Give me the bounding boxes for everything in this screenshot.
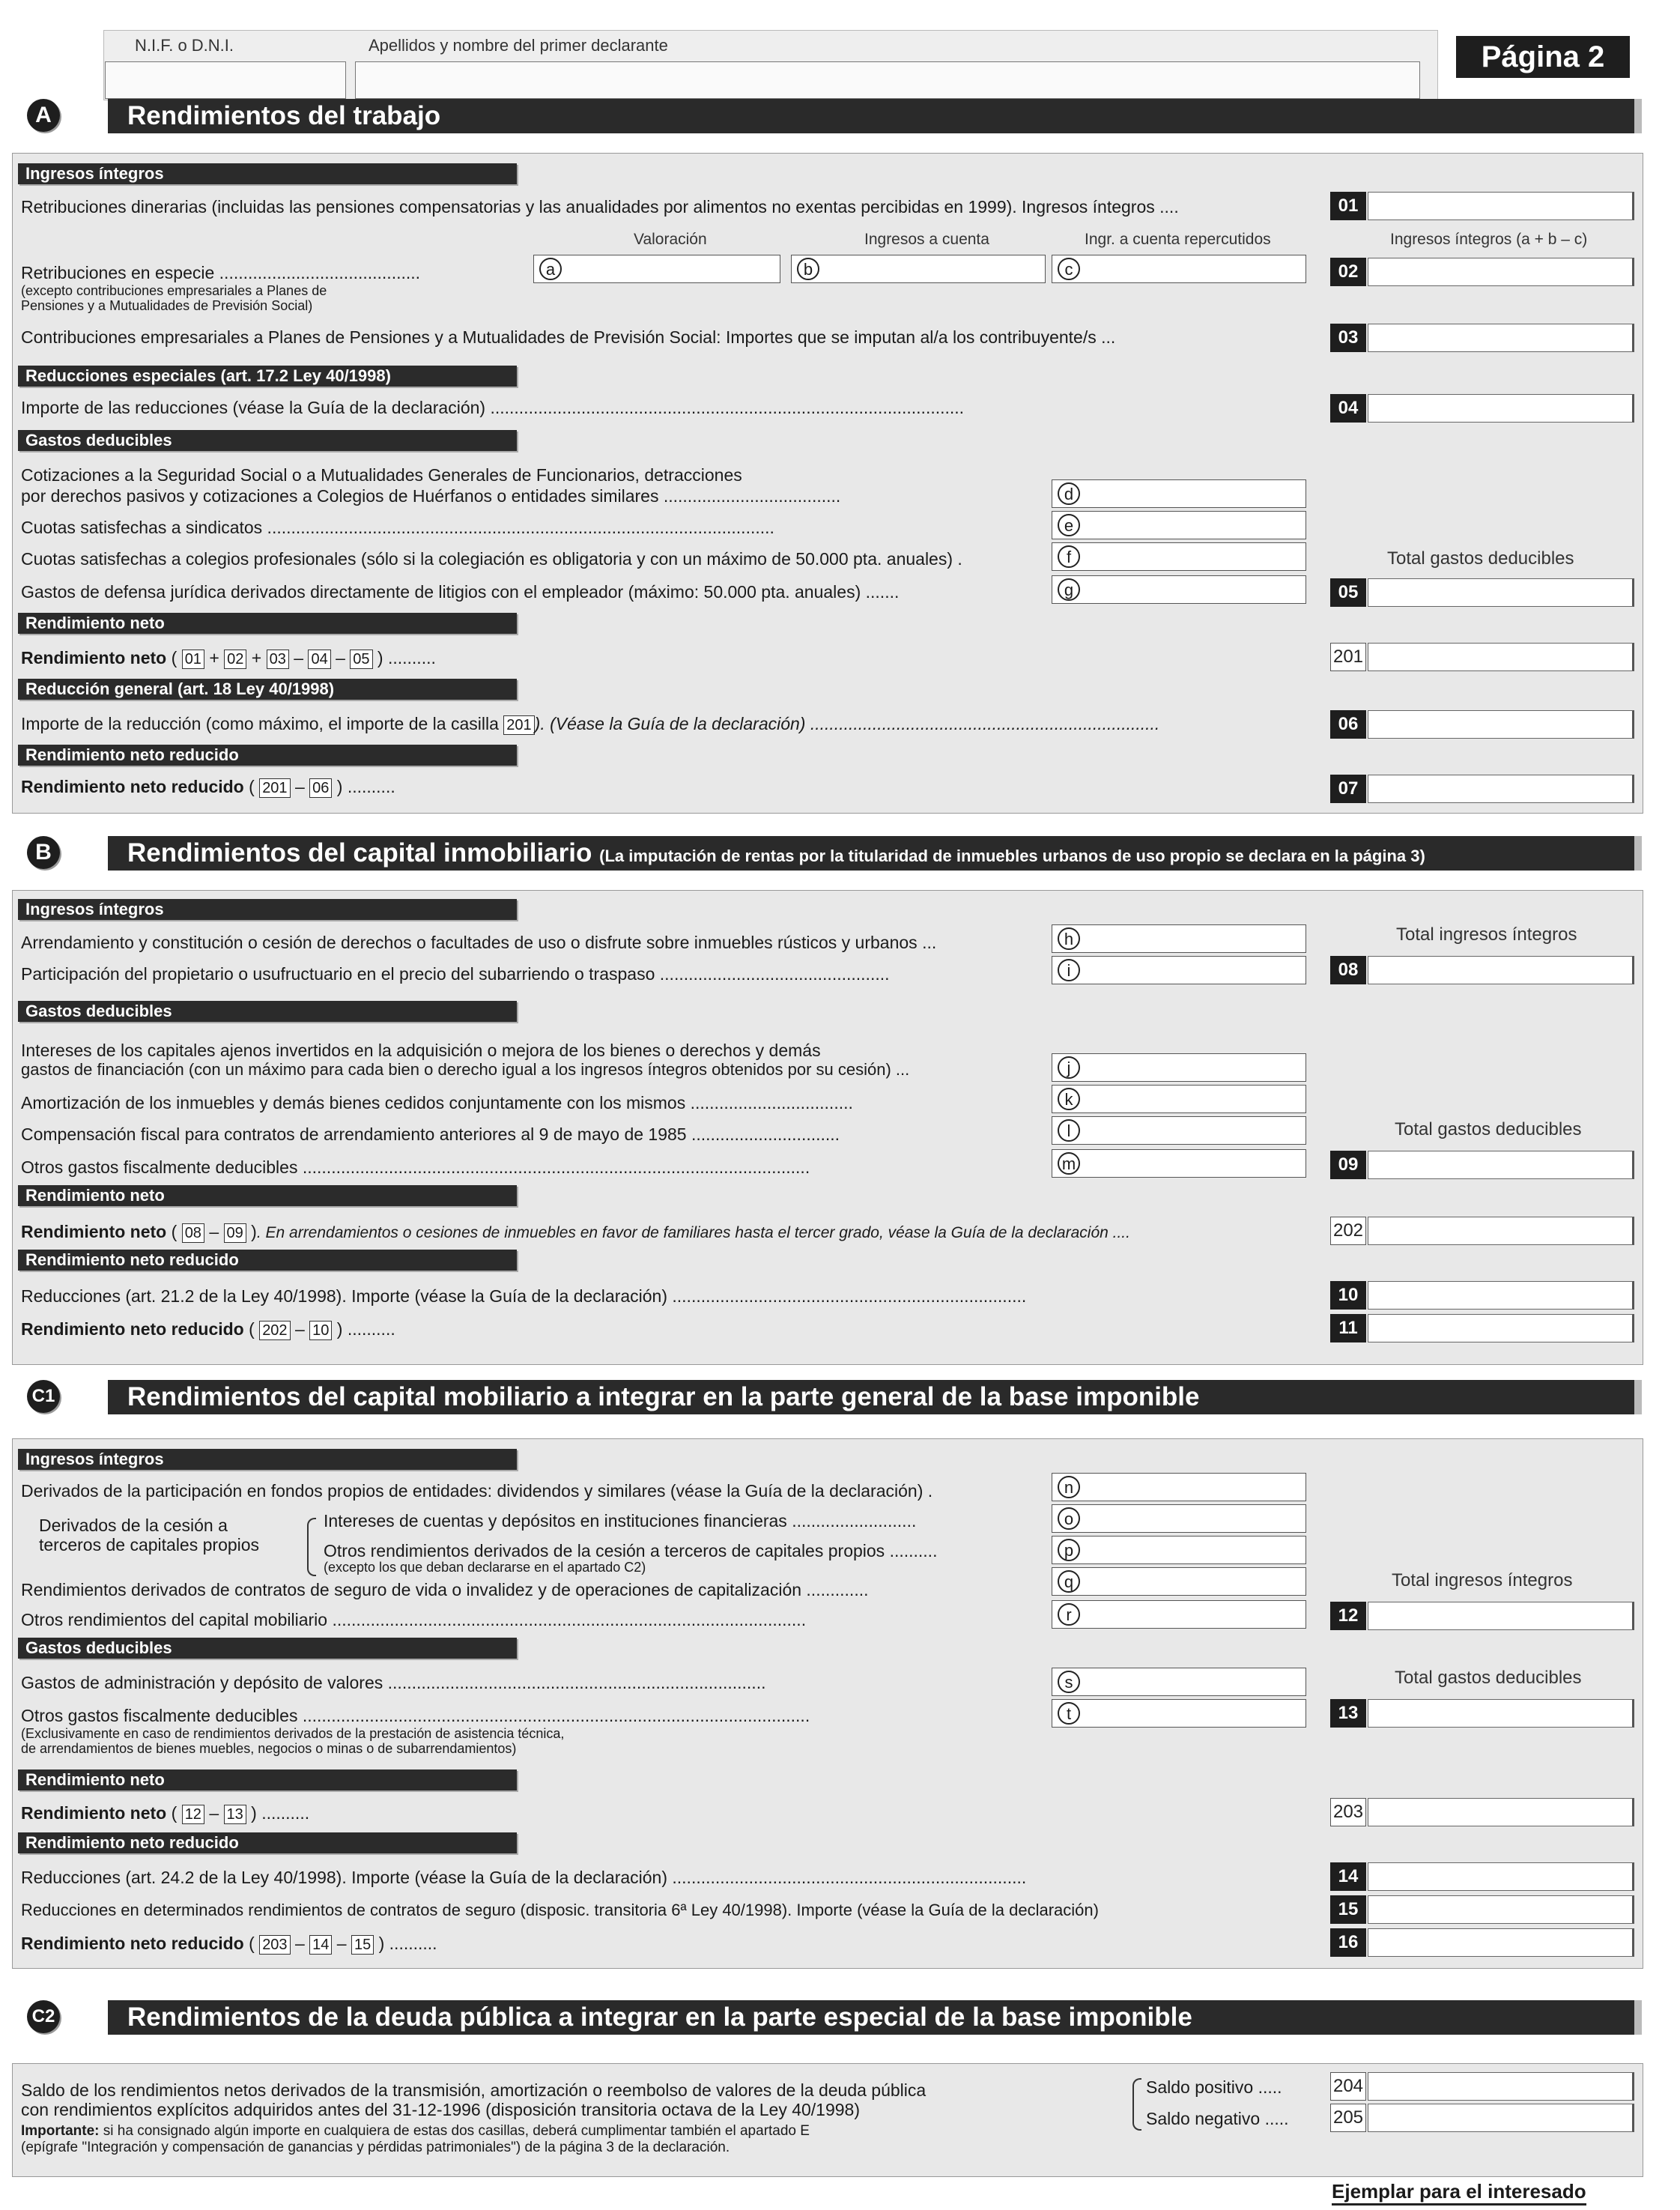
c2-importante-1	[21, 2123, 810, 2140]
field-f[interactable]	[1052, 542, 1306, 571]
code-06: 06	[1330, 710, 1366, 739]
field-15[interactable]	[1368, 1895, 1634, 1924]
ref-14: 14	[309, 1935, 332, 1955]
nif-field[interactable]	[105, 61, 346, 99]
code-08: 08	[1330, 956, 1366, 984]
code-09: 09	[1330, 1151, 1366, 1179]
circle-i: i	[1058, 959, 1080, 981]
total-gastos-label-a: Total gastos deducibles	[1387, 548, 1574, 569]
field-09[interactable]	[1368, 1151, 1634, 1179]
line-e: Cuotas satisfechas a sindicatos ..........................................................................................................	[21, 518, 774, 537]
c2-line1: Saldo de los rendimientos netos derivados de la transmisión, amortización o reembolso de valores de la deuda pública	[21, 2080, 927, 2100]
subheader-reduccion-general: Reducción general (art. 18 Ley 40/1998)	[18, 679, 517, 700]
circle-o: o	[1058, 1507, 1080, 1530]
line-i: Participación del propietario o usufructuario en el precio del subarriendo o traspaso ................................................	[21, 964, 890, 984]
line-n: Derivados de la participación en fondos propios de entidades: dividendos y similares (véase la Guía de la declaración) .	[21, 1481, 933, 1501]
field-s[interactable]	[1052, 1668, 1306, 1696]
line-t-note2: de arrendamientos de bienes muebles, negocios o minas o de subarrendamientos)	[21, 1741, 517, 1756]
code-01: 01	[1330, 192, 1366, 220]
code-11: 11	[1330, 1314, 1366, 1342]
col-ingr-repercutidos: Ingr. a cuenta repercutidos	[1085, 231, 1271, 248]
ref-201: 201	[503, 715, 534, 735]
circle-p: p	[1058, 1539, 1080, 1561]
line-14: Reducciones (art. 24.2 de la Ley 40/1998). Importe (véase la Guía de la declaración) ..........................................................................	[21, 1868, 1027, 1887]
c2-bracket	[1132, 2078, 1141, 2131]
line-202-label: Rendimiento neto	[21, 1222, 167, 1241]
circle-s: s	[1058, 1671, 1080, 1693]
subheader-reducciones: Reducciones especiales (art. 17.2 Ley 40/1998)	[18, 366, 517, 387]
lop-label1: Derivados de la cesión a	[39, 1516, 228, 1535]
subheader-b-gastos: Gastos deducibles	[18, 1001, 517, 1022]
subheader-neto: Rendimiento neto	[18, 613, 517, 634]
ref-13: 13	[224, 1805, 246, 1824]
col-ingresos-integros: Ingresos íntegros (a + b – c)	[1390, 231, 1588, 248]
section-b-title-text: Rendimientos del capital inmobiliario	[127, 838, 592, 868]
line-d1: Cotizaciones a la Seguridad Social o a Mutualidades Generales de Funcionarios, detracciones	[21, 465, 742, 485]
field-02[interactable]	[1368, 258, 1634, 286]
code-05: 05	[1330, 578, 1366, 607]
col-ingresos-cuenta: Ingresos a cuenta	[864, 231, 989, 248]
section-c2-title-bar	[108, 2000, 1642, 2035]
subheader-b-neto-reducido: Rendimiento neto reducido	[18, 1250, 517, 1271]
circle-j: j	[1058, 1056, 1080, 1079]
line-11-label: Rendimiento neto reducido	[21, 1319, 244, 1339]
line-d2: por derechos pasivos y cotizaciones a Colegios de Huérfanos o entidades similares .....................................	[21, 486, 841, 506]
subheader-ingresos: Ingresos íntegros	[18, 163, 517, 184]
field-202[interactable]	[1368, 1217, 1634, 1245]
line-07-label: Rendimiento neto reducido	[21, 777, 244, 796]
line-04: Importe de las reducciones (véase la Guía de la declaración) ...................................................................................................	[21, 398, 965, 417]
line-r: Otros rendimientos del capital mobiliario ...................................................................................................	[21, 1610, 807, 1629]
section-b-title	[108, 838, 1425, 868]
section-c2-letter: C2	[27, 2000, 60, 2033]
field-i[interactable]	[1052, 956, 1306, 984]
name-label: Apellidos y nombre del primer declarante	[369, 36, 668, 55]
line-02-note2: Pensiones y a Mutualidades de Previsión Social)	[21, 298, 313, 313]
section-a-letter: A	[27, 99, 60, 132]
code-12: 12	[1330, 1602, 1366, 1630]
ref-04: 04	[308, 650, 330, 669]
col-valoracion: Valoración	[634, 231, 707, 248]
code-04: 04	[1330, 394, 1366, 423]
section-c1-title: Rendimientos del capital mobiliario a integrar en la parte general de la base imponible	[127, 1382, 1200, 1411]
field-o[interactable]	[1052, 1504, 1306, 1533]
total-gastos-label-c1: Total gastos deducibles	[1395, 1668, 1582, 1688]
subheader-b-neto: Rendimiento neto	[18, 1185, 517, 1206]
line-201: Rendimiento neto ( 01 + 02 + 03 – 04 – 05 ) ..........	[21, 648, 436, 667]
line-202-note: . En arrendamientos o cesiones de inmuebles en favor de familiares hasta el tercer grado, véase la Guía de la declaración ....	[256, 1224, 1130, 1241]
section-c2-title: Rendimientos de la deuda pública a integrar en la parte especial de la base imponible	[127, 2002, 1192, 2032]
circle-k: k	[1058, 1088, 1080, 1110]
line-02-note1: (excepto contribuciones empresariales a Planes de	[21, 283, 327, 298]
ref-10: 10	[309, 1321, 332, 1340]
ref-05: 05	[350, 650, 372, 669]
ref-06: 06	[309, 778, 332, 798]
circle-l: l	[1058, 1119, 1080, 1142]
line-t: Otros gastos fiscalmente deducibles ..........................................................................................................	[21, 1706, 810, 1725]
line-03: Contribuciones empresariales a Planes de Pensiones y a Mutualidades de Previsión Social: Importes que se imputan al/a los contribuyente/s ...	[21, 327, 1116, 347]
field-g[interactable]	[1052, 575, 1306, 604]
line-11: Rendimiento neto reducido ( 202 – 10 ) ..........	[21, 1319, 395, 1339]
field-08[interactable]	[1368, 956, 1634, 984]
ref-08: 08	[182, 1223, 204, 1243]
field-06[interactable]	[1368, 710, 1634, 739]
line-k: Amortización de los inmuebles y demás bienes cedidos conjuntamente con los mismos ..................................	[21, 1093, 853, 1112]
section-a-title: Rendimientos del trabajo	[127, 101, 441, 130]
field-205[interactable]	[1368, 2104, 1634, 2132]
line-06-text-a: Importe de la reducción (como máximo, el importe de la casilla	[21, 714, 499, 733]
circle-e: e	[1058, 514, 1080, 536]
c2-importante-text1: si ha consignado algún importe en cualquiera de estas dos casillas, deberá cumplimentar también el apartado E	[99, 2123, 810, 2139]
saldo-positivo-label: Saldo positivo .....	[1146, 2077, 1282, 2097]
code-16: 16	[1330, 1928, 1366, 1957]
circle-d: d	[1058, 482, 1080, 505]
c2-importante-text2: (epígrafe "Integración y compensación de ganancias y pérdidas patrimoniales") de la página 3 de la declaración.	[21, 2140, 730, 2155]
line-203: Rendimiento neto ( 12 – 13 ) ..........	[21, 1803, 310, 1823]
circle-c: c	[1058, 258, 1080, 280]
ref-02: 02	[224, 650, 246, 669]
name-field[interactable]	[355, 61, 1420, 99]
section-a-title-bar	[108, 99, 1642, 133]
ref-01: 01	[182, 650, 204, 669]
code-203: 203	[1330, 1798, 1366, 1826]
circle-n: n	[1058, 1476, 1080, 1498]
field-h[interactable]	[1052, 924, 1306, 953]
circle-h: h	[1058, 927, 1080, 950]
subheader-b-ingresos: Ingresos íntegros	[18, 899, 517, 920]
ref-202: 202	[259, 1321, 290, 1340]
lop-label2: terceros de capitales propios	[39, 1535, 260, 1554]
field-13[interactable]	[1368, 1699, 1634, 1728]
page-number: Página 2	[1456, 36, 1630, 78]
code-10: 10	[1330, 1281, 1366, 1310]
code-03: 03	[1330, 324, 1366, 352]
footer-label: Ejemplar para el interesado	[1332, 2180, 1586, 2206]
circle-b: b	[797, 258, 819, 280]
total-ingresos-label-b: Total ingresos íntegros	[1396, 924, 1577, 945]
line-201-label: Rendimiento neto	[21, 648, 167, 667]
field-k[interactable]	[1052, 1085, 1306, 1113]
bracket	[307, 1518, 316, 1576]
circle-m: m	[1058, 1152, 1080, 1175]
line-l: Compensación fiscal para contratos de arrendamiento anteriores al 9 de mayo de 1985 ...............................	[21, 1124, 840, 1144]
circle-q: q	[1058, 1570, 1080, 1593]
field-01[interactable]	[1368, 192, 1634, 220]
ref-203: 203	[259, 1935, 290, 1955]
field-201[interactable]	[1368, 643, 1634, 671]
nif-label: N.I.F. o D.N.I.	[135, 36, 234, 55]
field-p[interactable]	[1052, 1536, 1306, 1564]
circle-t: t	[1058, 1702, 1080, 1725]
field-l[interactable]	[1052, 1116, 1306, 1145]
c2-importante-label: Importante:	[21, 2123, 100, 2139]
ref-201b: 201	[259, 778, 290, 798]
field-04[interactable]	[1368, 394, 1634, 423]
line-h: Arrendamiento y constitución o cesión de derechos o facultades de uso o disfrute sobre inmuebles rústicos y urbanos ...	[21, 933, 937, 952]
field-16[interactable]	[1368, 1928, 1634, 1957]
field-m[interactable]	[1052, 1149, 1306, 1178]
line-j2: gastos de financiación (con un máximo para cada bien o derecho igual a los ingresos íntegros obtenidos por su cesión) ...	[21, 1060, 910, 1079]
subheader-c1-gastos: Gastos deducibles	[18, 1638, 517, 1659]
line-02: Retribuciones en especie ..........................................	[21, 263, 421, 282]
field-07[interactable]	[1368, 775, 1634, 803]
line-o: Intereses de cuentas y depósitos en instituciones financieras ..........................	[324, 1511, 917, 1531]
section-b-title-bar	[108, 836, 1642, 871]
line-01: Retribuciones dinerarias (incluidas las pensiones compensatorias y las anualidades por alimentos no exentas percibidas en 1999). Ingresos íntegros ....	[21, 197, 1179, 217]
line-t-note1: (Exclusivamente en caso de rendimientos derivados de la prestación de asistencia técnica,	[21, 1726, 565, 1741]
field-q[interactable]	[1052, 1567, 1306, 1596]
code-14: 14	[1330, 1862, 1366, 1891]
field-r[interactable]	[1052, 1600, 1306, 1629]
ref-15: 15	[351, 1935, 374, 1955]
subheader-c1-neto-reducido: Rendimiento neto reducido	[18, 1832, 517, 1853]
code-204: 204	[1330, 2072, 1366, 2101]
field-j[interactable]	[1052, 1053, 1306, 1082]
line-p2: (excepto los que deban declararse en el apartado C2)	[324, 1560, 646, 1575]
field-d[interactable]	[1052, 479, 1306, 508]
field-05[interactable]	[1368, 578, 1634, 607]
field-t[interactable]	[1052, 1699, 1306, 1728]
subheader-c1-ingresos: Ingresos íntegros	[18, 1449, 517, 1470]
line-p1: Otros rendimientos derivados de la cesión a terceros de capitales propios ..........	[324, 1541, 938, 1560]
line-j1: Intereses de los capitales ajenos invertidos en la adquisición o mejora de los bienes o derechos y demás	[21, 1041, 821, 1060]
circle-g: g	[1058, 578, 1080, 601]
ref-12: 12	[182, 1805, 204, 1824]
line-q: Rendimientos derivados de contratos de seguro de vida o invalidez y de operaciones de capitalización .............	[21, 1580, 869, 1599]
total-ingresos-label-c1: Total ingresos íntegros	[1392, 1570, 1573, 1590]
field-10[interactable]	[1368, 1281, 1634, 1310]
field-a[interactable]	[533, 255, 780, 283]
line-f: Cuotas satisfechas a colegios profesionales (sólo si la colegiación es obligatoria y con un máximo de 50.000 pta. anuales) .	[21, 549, 962, 569]
field-11[interactable]	[1368, 1314, 1634, 1342]
code-15: 15	[1330, 1895, 1366, 1924]
line-s: Gastos de administración y depósito de valores ...............................................................................	[21, 1673, 766, 1692]
code-205: 205	[1330, 2104, 1366, 2132]
total-gastos-label-b: Total gastos deducibles	[1395, 1119, 1582, 1139]
field-03[interactable]	[1368, 324, 1634, 352]
circle-f: f	[1058, 545, 1080, 568]
subheader-neto-reducido: Rendimiento neto reducido	[18, 745, 517, 766]
line-m: Otros gastos fiscalmente deducibles ..........................................................................................................	[21, 1157, 810, 1177]
section-c1-letter: C1	[27, 1380, 60, 1413]
ref-03: 03	[267, 650, 289, 669]
line-10: Reducciones (art. 21.2 de la Ley 40/1998). Importe (véase la Guía de la declaración) ..........................................................................	[21, 1286, 1027, 1306]
code-201: 201	[1330, 643, 1366, 671]
field-c[interactable]	[1052, 255, 1306, 283]
field-b[interactable]	[791, 255, 1046, 283]
circle-r: r	[1058, 1603, 1080, 1626]
code-13: 13	[1330, 1699, 1366, 1728]
line-g: Gastos de defensa jurídica derivados directamente de litigios con el empleador (máximo: 50.000 pta. anuales) .......	[21, 582, 900, 602]
field-203[interactable]	[1368, 1798, 1634, 1826]
field-e[interactable]	[1052, 511, 1306, 539]
line-15: Reducciones en determinados rendimientos de contratos de seguro (disposic. transitoria 6ª Ley 40/1998). Importe (véase la Guía de la declaración)	[21, 1901, 1099, 1919]
line-07: Rendimiento neto reducido ( 201 – 06 ) ..........	[21, 777, 395, 796]
section-b-letter: B	[27, 836, 60, 869]
field-12[interactable]	[1368, 1602, 1634, 1630]
line-06-text-b: ). (Véase la Guía de la declaración) .........................................................................	[534, 714, 1160, 733]
field-204[interactable]	[1368, 2072, 1634, 2101]
line-06	[21, 713, 1159, 735]
code-202: 202	[1330, 1217, 1366, 1245]
section-c1-title-bar	[108, 1380, 1642, 1414]
section-b-title-note: (La imputación de rentas por la titularidad de inmuebles urbanos de uso propio se declara en la página 3)	[599, 847, 1425, 865]
line-202: Rendimiento neto ( 08 – 09 ). En arrendamientos o cesiones de inmuebles en favor de familiares hasta el tercer grado, véase la Guía de la declaración ....	[21, 1222, 1130, 1241]
code-07: 07	[1330, 775, 1366, 803]
circle-a: a	[539, 258, 562, 280]
code-02: 02	[1330, 258, 1366, 286]
saldo-negativo-label: Saldo negativo .....	[1146, 2109, 1289, 2128]
line-16: Rendimiento neto reducido ( 203 – 14 – 15 ) ..........	[21, 1934, 437, 1953]
line-16-label: Rendimiento neto reducido	[21, 1934, 244, 1953]
ref-09: 09	[224, 1223, 246, 1243]
line-203-label: Rendimiento neto	[21, 1803, 167, 1823]
field-n[interactable]	[1052, 1473, 1306, 1501]
field-14[interactable]	[1368, 1862, 1634, 1891]
subheader-c1-neto: Rendimiento neto	[18, 1769, 517, 1790]
subheader-gastos: Gastos deducibles	[18, 430, 517, 451]
c2-line2: con rendimientos explícitos adquiridos antes del 31-12-1996 (disposición transitoria octava de la Ley 40/1998)	[21, 2100, 861, 2119]
